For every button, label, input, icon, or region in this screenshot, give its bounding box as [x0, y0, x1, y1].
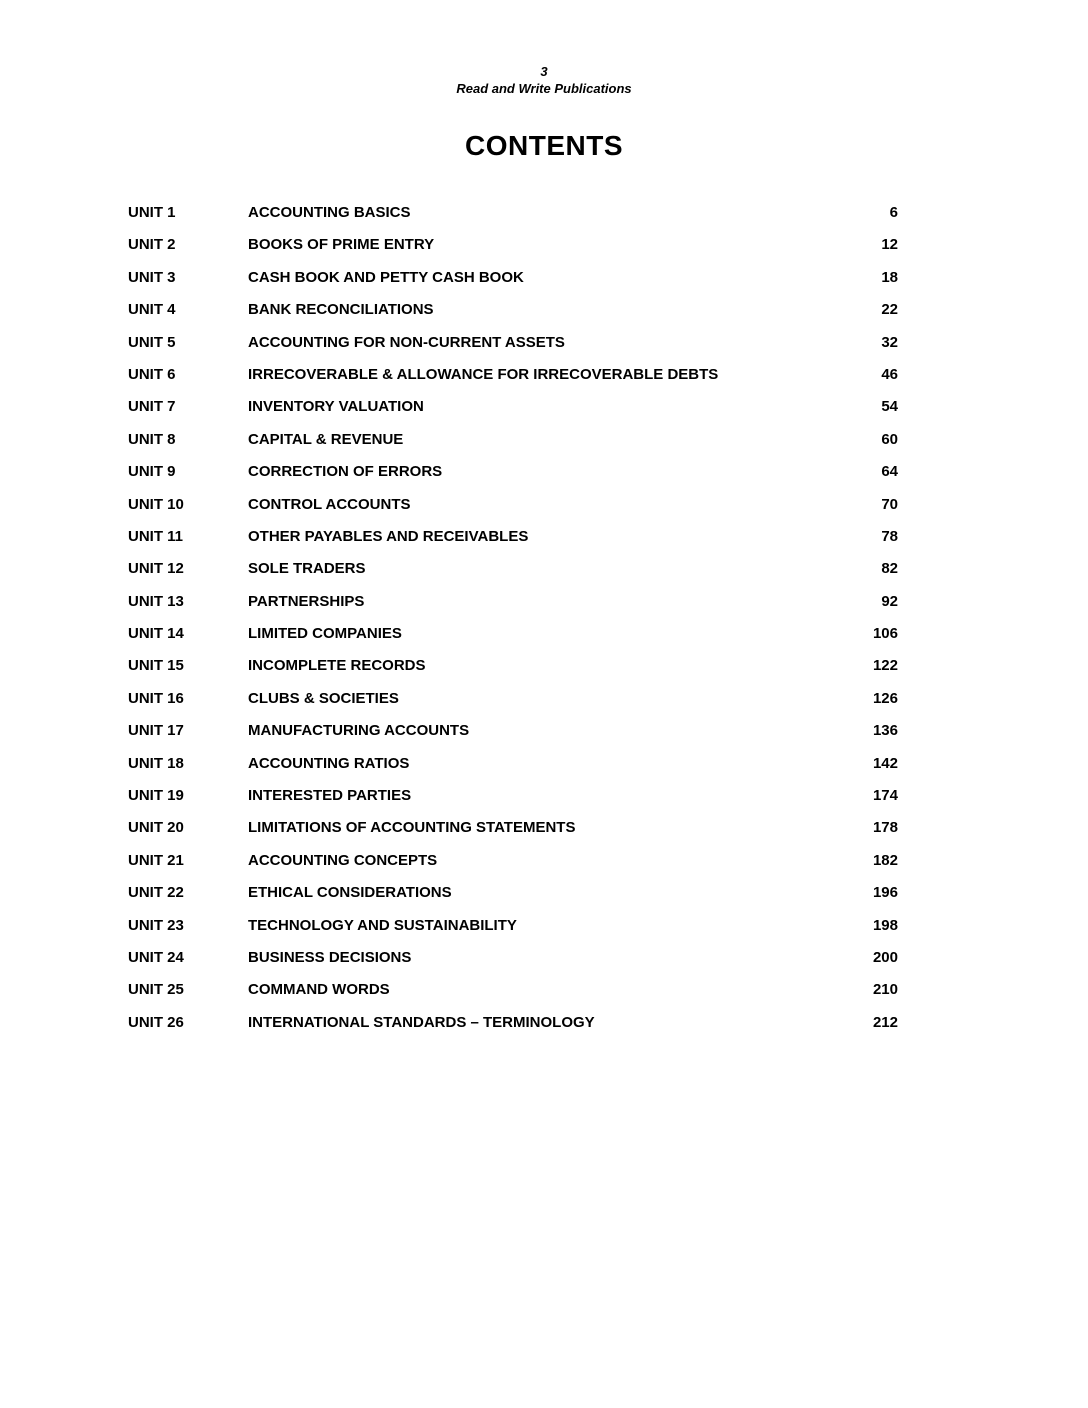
- toc-unit-title: ETHICAL CONSIDERATIONS: [248, 884, 452, 902]
- toc-unit-title: INTERESTED PARTIES: [248, 787, 412, 805]
- toc-unit-title: CASH BOOK AND PETTY CASH BOOK: [248, 268, 524, 286]
- toc-unit-title: ACCOUNTING RATIOS: [248, 754, 410, 772]
- toc-unit-title: INVENTORY VALUATION: [248, 398, 424, 416]
- toc-row: [128, 783, 898, 815]
- toc-unit-label: UNIT 17: [128, 722, 184, 740]
- toc-row: [128, 232, 898, 264]
- toc-row: [128, 297, 898, 329]
- toc-unit-label: UNIT 1: [128, 204, 176, 221]
- toc-unit-label: UNIT 9: [128, 463, 176, 481]
- toc-page-number: 126: [872, 689, 898, 707]
- toc-page-number: 122: [872, 657, 898, 675]
- toc-unit-label: UNIT 19: [128, 787, 184, 805]
- toc-unit-label: UNIT 10: [128, 495, 184, 513]
- toc-unit-label: UNIT 8: [128, 430, 176, 448]
- toc-row: [128, 362, 898, 394]
- toc-unit-label: UNIT 5: [128, 333, 176, 351]
- toc-unit-title: TECHNOLOGY AND SUSTAINABILITY: [248, 916, 517, 934]
- table-of-contents: [128, 200, 898, 1042]
- toc-unit-title: BOOKS OF PRIME ENTRY: [248, 236, 435, 254]
- toc-unit-title: OTHER PAYABLES AND RECEIVABLES: [248, 527, 529, 545]
- toc-row: [128, 330, 898, 362]
- toc-row: [128, 492, 898, 524]
- toc-page-number: 70: [881, 495, 898, 513]
- toc-unit-label: UNIT 13: [128, 592, 184, 610]
- toc-page-number: 200: [872, 948, 898, 966]
- toc-unit-label: UNIT 18: [128, 754, 184, 772]
- toc-unit-label: UNIT 20: [128, 819, 184, 837]
- toc-unit-title: ACCOUNTING CONCEPTS: [248, 851, 438, 869]
- toc-row: [128, 848, 898, 880]
- toc-unit-label: UNIT 12: [128, 560, 184, 578]
- toc-row: [128, 589, 898, 621]
- toc-unit-title: CLUBS & SOCIETIES: [248, 689, 399, 707]
- toc-page-number: 106: [872, 625, 898, 643]
- toc-unit-label: UNIT 3: [128, 268, 176, 286]
- toc-unit-title: BANK RECONCILIATIONS: [248, 301, 434, 319]
- toc-unit-label: UNIT 15: [128, 657, 184, 675]
- toc-unit-title: SOLE TRADERS: [248, 560, 366, 578]
- toc-page-number: 60: [881, 430, 898, 448]
- toc-page-number: 182: [872, 851, 898, 869]
- toc-unit-title: CAPITAL & REVENUE: [248, 430, 404, 448]
- toc-page-number: 178: [872, 819, 898, 837]
- toc-page-number: 174: [872, 787, 898, 805]
- toc-unit-title: BUSINESS DECISIONS: [248, 948, 412, 966]
- toc-row: [128, 815, 898, 847]
- toc-unit-label: UNIT 14: [128, 625, 184, 643]
- toc-row: [128, 653, 898, 685]
- toc-row: [128, 200, 898, 232]
- toc-page-number: 198: [872, 916, 898, 934]
- toc-unit-title: INCOMPLETE RECORDS: [248, 657, 426, 675]
- toc-row: [128, 945, 898, 977]
- toc-unit-label: UNIT 11: [128, 527, 184, 545]
- toc-row: [128, 751, 898, 783]
- toc-page-number: 18: [881, 268, 898, 286]
- toc-row: [128, 621, 898, 653]
- toc-unit-label: UNIT 24: [128, 948, 184, 966]
- toc-page-number: 210: [872, 981, 898, 999]
- toc-unit-label: UNIT 25: [128, 981, 184, 999]
- page-number: 3: [540, 64, 548, 79]
- toc-page-number: 212: [872, 1013, 898, 1031]
- toc-unit-label: UNIT 21: [128, 851, 184, 869]
- toc-unit-title: CONTROL ACCOUNTS: [248, 495, 411, 513]
- toc-unit-title: COMMAND WORDS: [248, 981, 390, 999]
- toc-unit-title: IRRECOVERABLE & ALLOWANCE FOR IRRECOVERABLE DEBTS: [248, 365, 719, 383]
- toc-unit-title: LIMITATIONS OF ACCOUNTING STATEMENTS: [248, 819, 576, 837]
- toc-unit-title: MANUFACTURING ACCOUNTS: [248, 722, 470, 740]
- toc-unit-title: ACCOUNTING BASICS: [248, 204, 411, 221]
- toc-row: [128, 977, 898, 1009]
- toc-page-number: 82: [881, 560, 898, 578]
- toc-page-number: 64: [881, 463, 898, 481]
- toc-row: [128, 427, 898, 459]
- toc-row: [128, 913, 898, 945]
- toc-unit-title: CORRECTION OF ERRORS: [248, 463, 443, 481]
- toc-page-number: 142: [872, 754, 898, 772]
- toc-row: [128, 556, 898, 588]
- toc-unit-label: UNIT 16: [128, 689, 184, 707]
- toc-unit-title: LIMITED COMPANIES: [248, 625, 402, 643]
- page-title: CONTENTS: [465, 130, 623, 161]
- toc-unit-label: UNIT 7: [128, 398, 176, 416]
- toc-unit-label: UNIT 6: [128, 365, 176, 383]
- publisher-name: Read and Write Publications: [456, 81, 632, 96]
- toc-row: [128, 1010, 898, 1042]
- toc-unit-label: UNIT 26: [128, 1013, 184, 1031]
- toc-row: [128, 459, 898, 491]
- toc-page-number: 6: [889, 204, 898, 221]
- toc-row: [128, 265, 898, 297]
- toc-unit-label: UNIT 23: [128, 916, 184, 934]
- toc-page-number: 12: [881, 236, 898, 254]
- toc-unit-title: INTERNATIONAL STANDARDS – TERMINOLOGY: [248, 1013, 595, 1031]
- toc-row: [128, 686, 898, 718]
- toc-page-number: 92: [881, 592, 898, 610]
- toc-row: [128, 524, 898, 556]
- toc-unit-label: UNIT 4: [128, 301, 176, 319]
- toc-row: [128, 880, 898, 912]
- toc-page-number: 78: [881, 527, 898, 545]
- toc-unit-label: UNIT 2: [128, 236, 176, 254]
- toc-unit-title: PARTNERSHIPS: [248, 592, 365, 610]
- toc-page-number: 32: [881, 333, 898, 351]
- toc-unit-label: UNIT 22: [128, 884, 184, 902]
- toc-page-number: 46: [881, 365, 898, 383]
- toc-row: [128, 718, 898, 750]
- toc-unit-title: ACCOUNTING FOR NON-CURRENT ASSETS: [248, 333, 565, 351]
- toc-page-number: 54: [881, 398, 898, 416]
- toc-row: [128, 394, 898, 426]
- toc-page-number: 22: [881, 301, 898, 319]
- toc-page-number: 136: [872, 722, 898, 740]
- toc-page-number: 196: [872, 884, 898, 902]
